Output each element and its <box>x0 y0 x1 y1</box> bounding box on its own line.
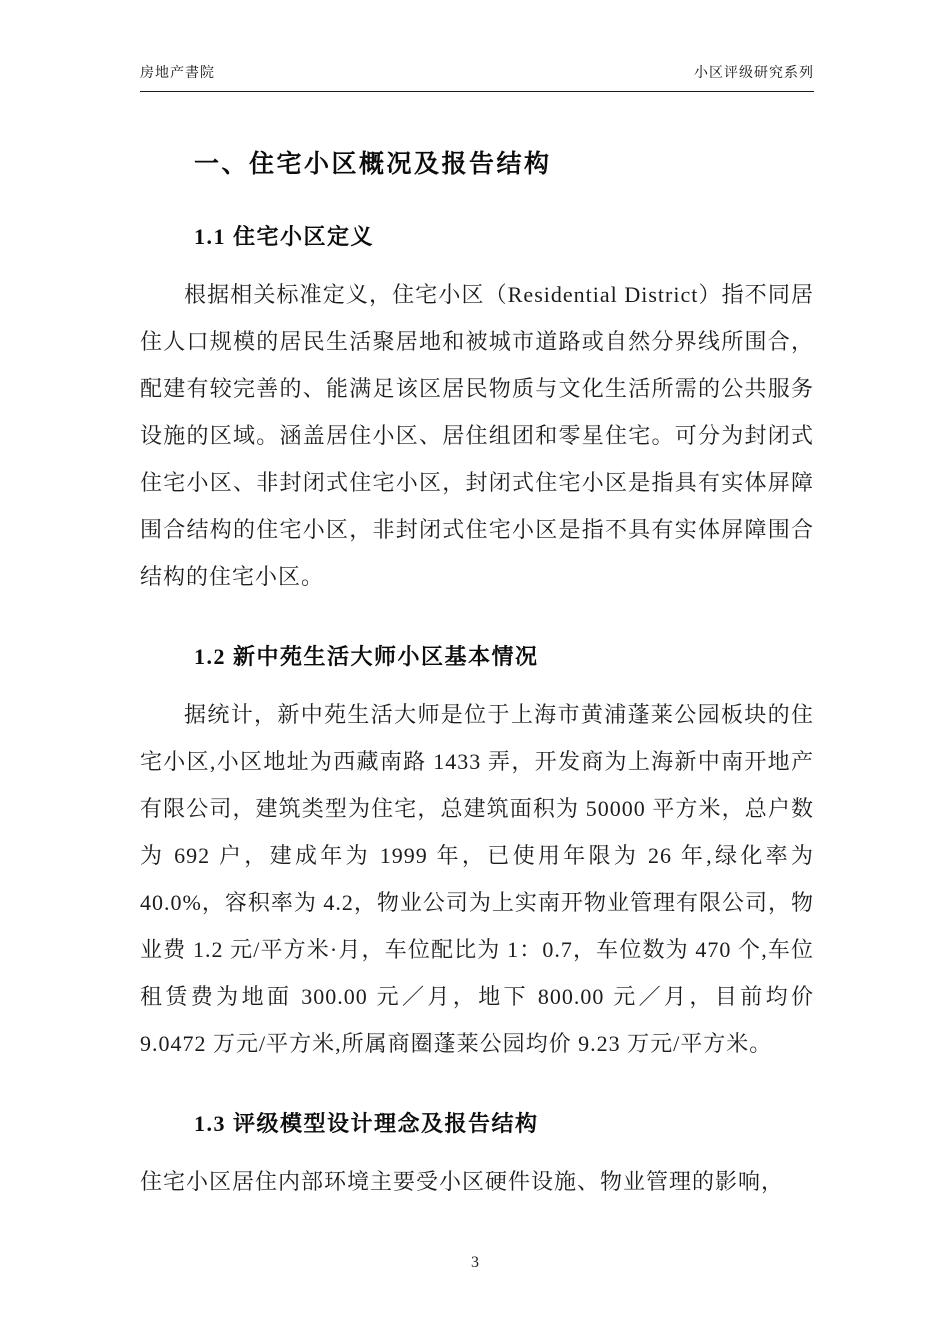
subsection-heading-1-1: 1.1 住宅小区定义 <box>194 224 375 249</box>
header-series-title: 小区评级研究系列 <box>694 66 814 81</box>
paragraph-residential-district-definition: 根据相关标准定义，住宅小区（Residential District）指不同居住人口规模的居民生活聚居地和被城市道路或自然分界线所围合，配建有较完善的、能满足该区居民物质与文化生活所需的公共服务设施的区域。涵盖居住小区、居住组团和零星住宅。可分为封闭式住宅小区、非封闭式住宅小区，封闭式住宅小区是指具有实体屏障围合结构的住宅小区，非封闭式住宅小区是指不具有实体屏障围合结构的住宅小区。 <box>140 282 814 589</box>
section-heading: 一、住宅小区概况及报告结构 <box>194 151 552 178</box>
subsection-heading-1-3: 1.3 评级模型设计理念及报告结构 <box>194 1111 539 1136</box>
paragraph-rating-model-intro: 住宅小区居住内部环境主要受小区硬件设施、物业管理的影响， <box>140 1169 785 1194</box>
header-org-title: 房地产書院 <box>140 66 215 81</box>
document-content <box>140 96 814 1205</box>
document-header <box>140 62 814 92</box>
paragraph-community-basic-info: 据统计，新中苑生活大师是位于上海市黄浦蓬莱公园板块的住宅小区,小区地址为西藏南路 1433 弄，开发商为上海新中南开地产有限公司，建筑类型为住宅，总建筑面积为 50000 平方米，总户数为 692 户，建成年为 1999 年，已使用年限为 26 年,绿化率为 40.0%，容积率为 4.2，物业公司为上实南开物业管理有限公司，物业费 1.2 元/平方米·月，车位配比为 1：0.7，车位数为 470 个,车位租赁费为地面 300.00 元／月，地下 800.00 元／月，目前均价 9.0472 万元/平方米,所属商圈蓬莱公园均价 9.23 万元/平方米。 <box>140 702 814 1056</box>
subsection-heading-1-2: 1.2 新中苑生活大师小区基本情况 <box>194 644 539 669</box>
page-number: 3 <box>471 1254 479 1271</box>
